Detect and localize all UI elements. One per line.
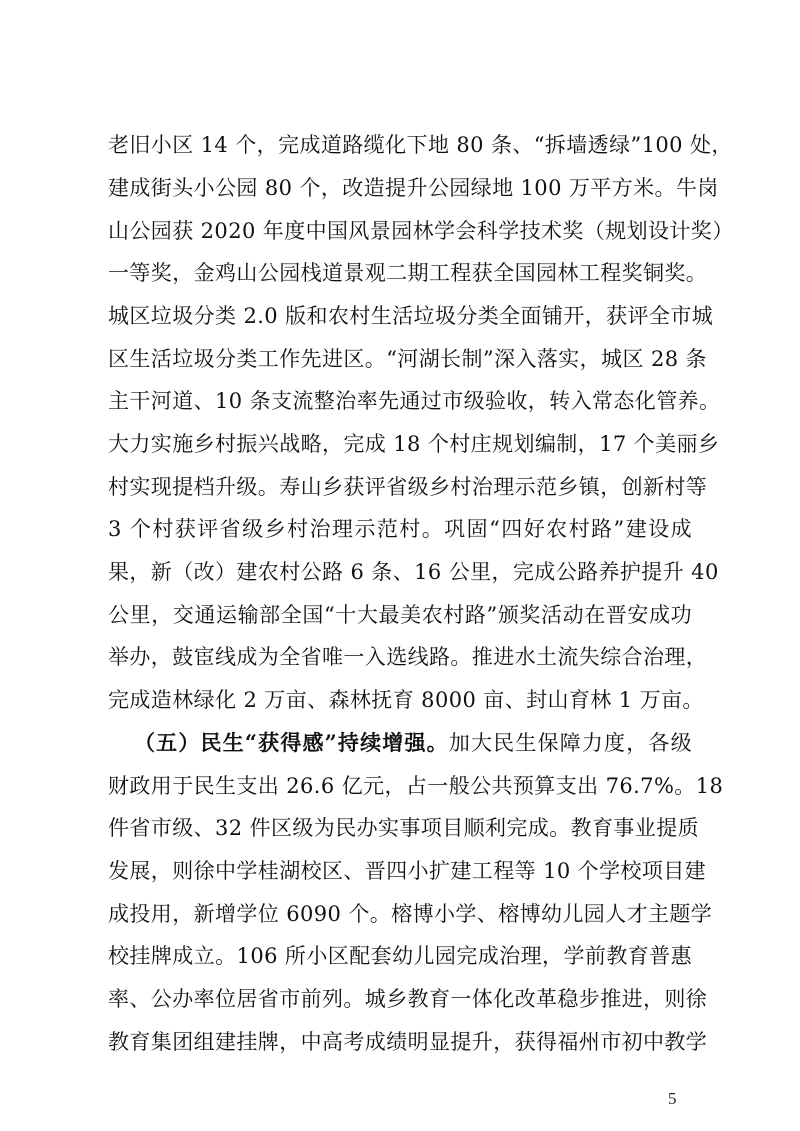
text-line: 举办，鼓宦线成为全省唯一入选线路。推进水土流失综合治理， <box>108 645 708 669</box>
text-span: 加大民生保障力度，各级 <box>448 731 692 755</box>
text-line: 成投用，新增学位 6090 个。榕博小学、榕博幼儿园人才主题学 <box>108 902 713 926</box>
text-line: 率、公办率位居省市前列。城乡教育一体化改革稳步推进，则徐 <box>108 987 708 1011</box>
text-line: 完成造林绿化 2 万亩、森林抚育 8000 亩、封山育林 1 万亩。 <box>108 688 704 712</box>
text-line: 财政用于民生支出 26.6 亿元，占一般公共预算支出 76.7%。18 <box>108 774 724 798</box>
page-number: 5 <box>668 1089 677 1108</box>
text-line: 一等奖，金鸡山公园栈道景观二期工程获全国园林工程奖铜奖。 <box>108 261 708 285</box>
text-line: 山公园获 2020 年度中国风景园林学会科学技术奖（规划设计奖） <box>108 219 734 243</box>
section-heading: （五）民生“获得感”持续增强。 <box>134 730 449 755</box>
text-line: 城区垃圾分类 2.0 版和农村生活垃圾分类全面铺开，获评全市城 <box>108 304 714 328</box>
text-line: 发展，则徐中学桂湖校区、晋四小扩建工程等 10 个学校项目建 <box>108 859 707 883</box>
text-line: 主干河道、10 条支流整治率先通过市级验收，转入常态化管养。 <box>108 389 721 413</box>
section-heading-line <box>134 723 692 763</box>
text-line: 校挂牌成立。106 所小区配套幼儿园完成治理，学前教育普惠 <box>108 944 692 968</box>
text-line: 建成街头小公园 80 个，改造提升公园绿地 100 万平方米。牛岗 <box>108 176 719 200</box>
text-line: 大力实施乡村振兴战略，完成 18 个村庄规划编制，17 个美丽乡 <box>108 432 720 456</box>
text-line: 村实现提档升级。寿山乡获评省级乡村治理示范乡镇，创新村等 <box>108 475 708 499</box>
text-line: 区生活垃圾分类工作先进区。“河湖长制”深入落实，城区 28 条 <box>108 347 707 371</box>
text-line: 老旧小区 14 个，完成道路缆化下地 80 条、“拆墙透绿”100 处， <box>108 133 733 157</box>
text-line: 公里，交通运输部全国“十大最美农村路”颁奖活动在晋安成功 <box>108 603 692 627</box>
text-line: 3 个村获评省级乡村治理示范村。巩固“四好农村路”建设成 <box>108 517 692 541</box>
text-line: 教育集团组建挂牌，中高考成绩明显提升，获得福州市初中教学 <box>108 1030 708 1054</box>
text-line: 件省市级、32 件区级为民办实事项目顺利完成。教育事业提质 <box>108 816 699 840</box>
text-line: 果，新（改）建农村公路 6 条、16 公里，完成公路养护提升 40 <box>108 560 719 584</box>
